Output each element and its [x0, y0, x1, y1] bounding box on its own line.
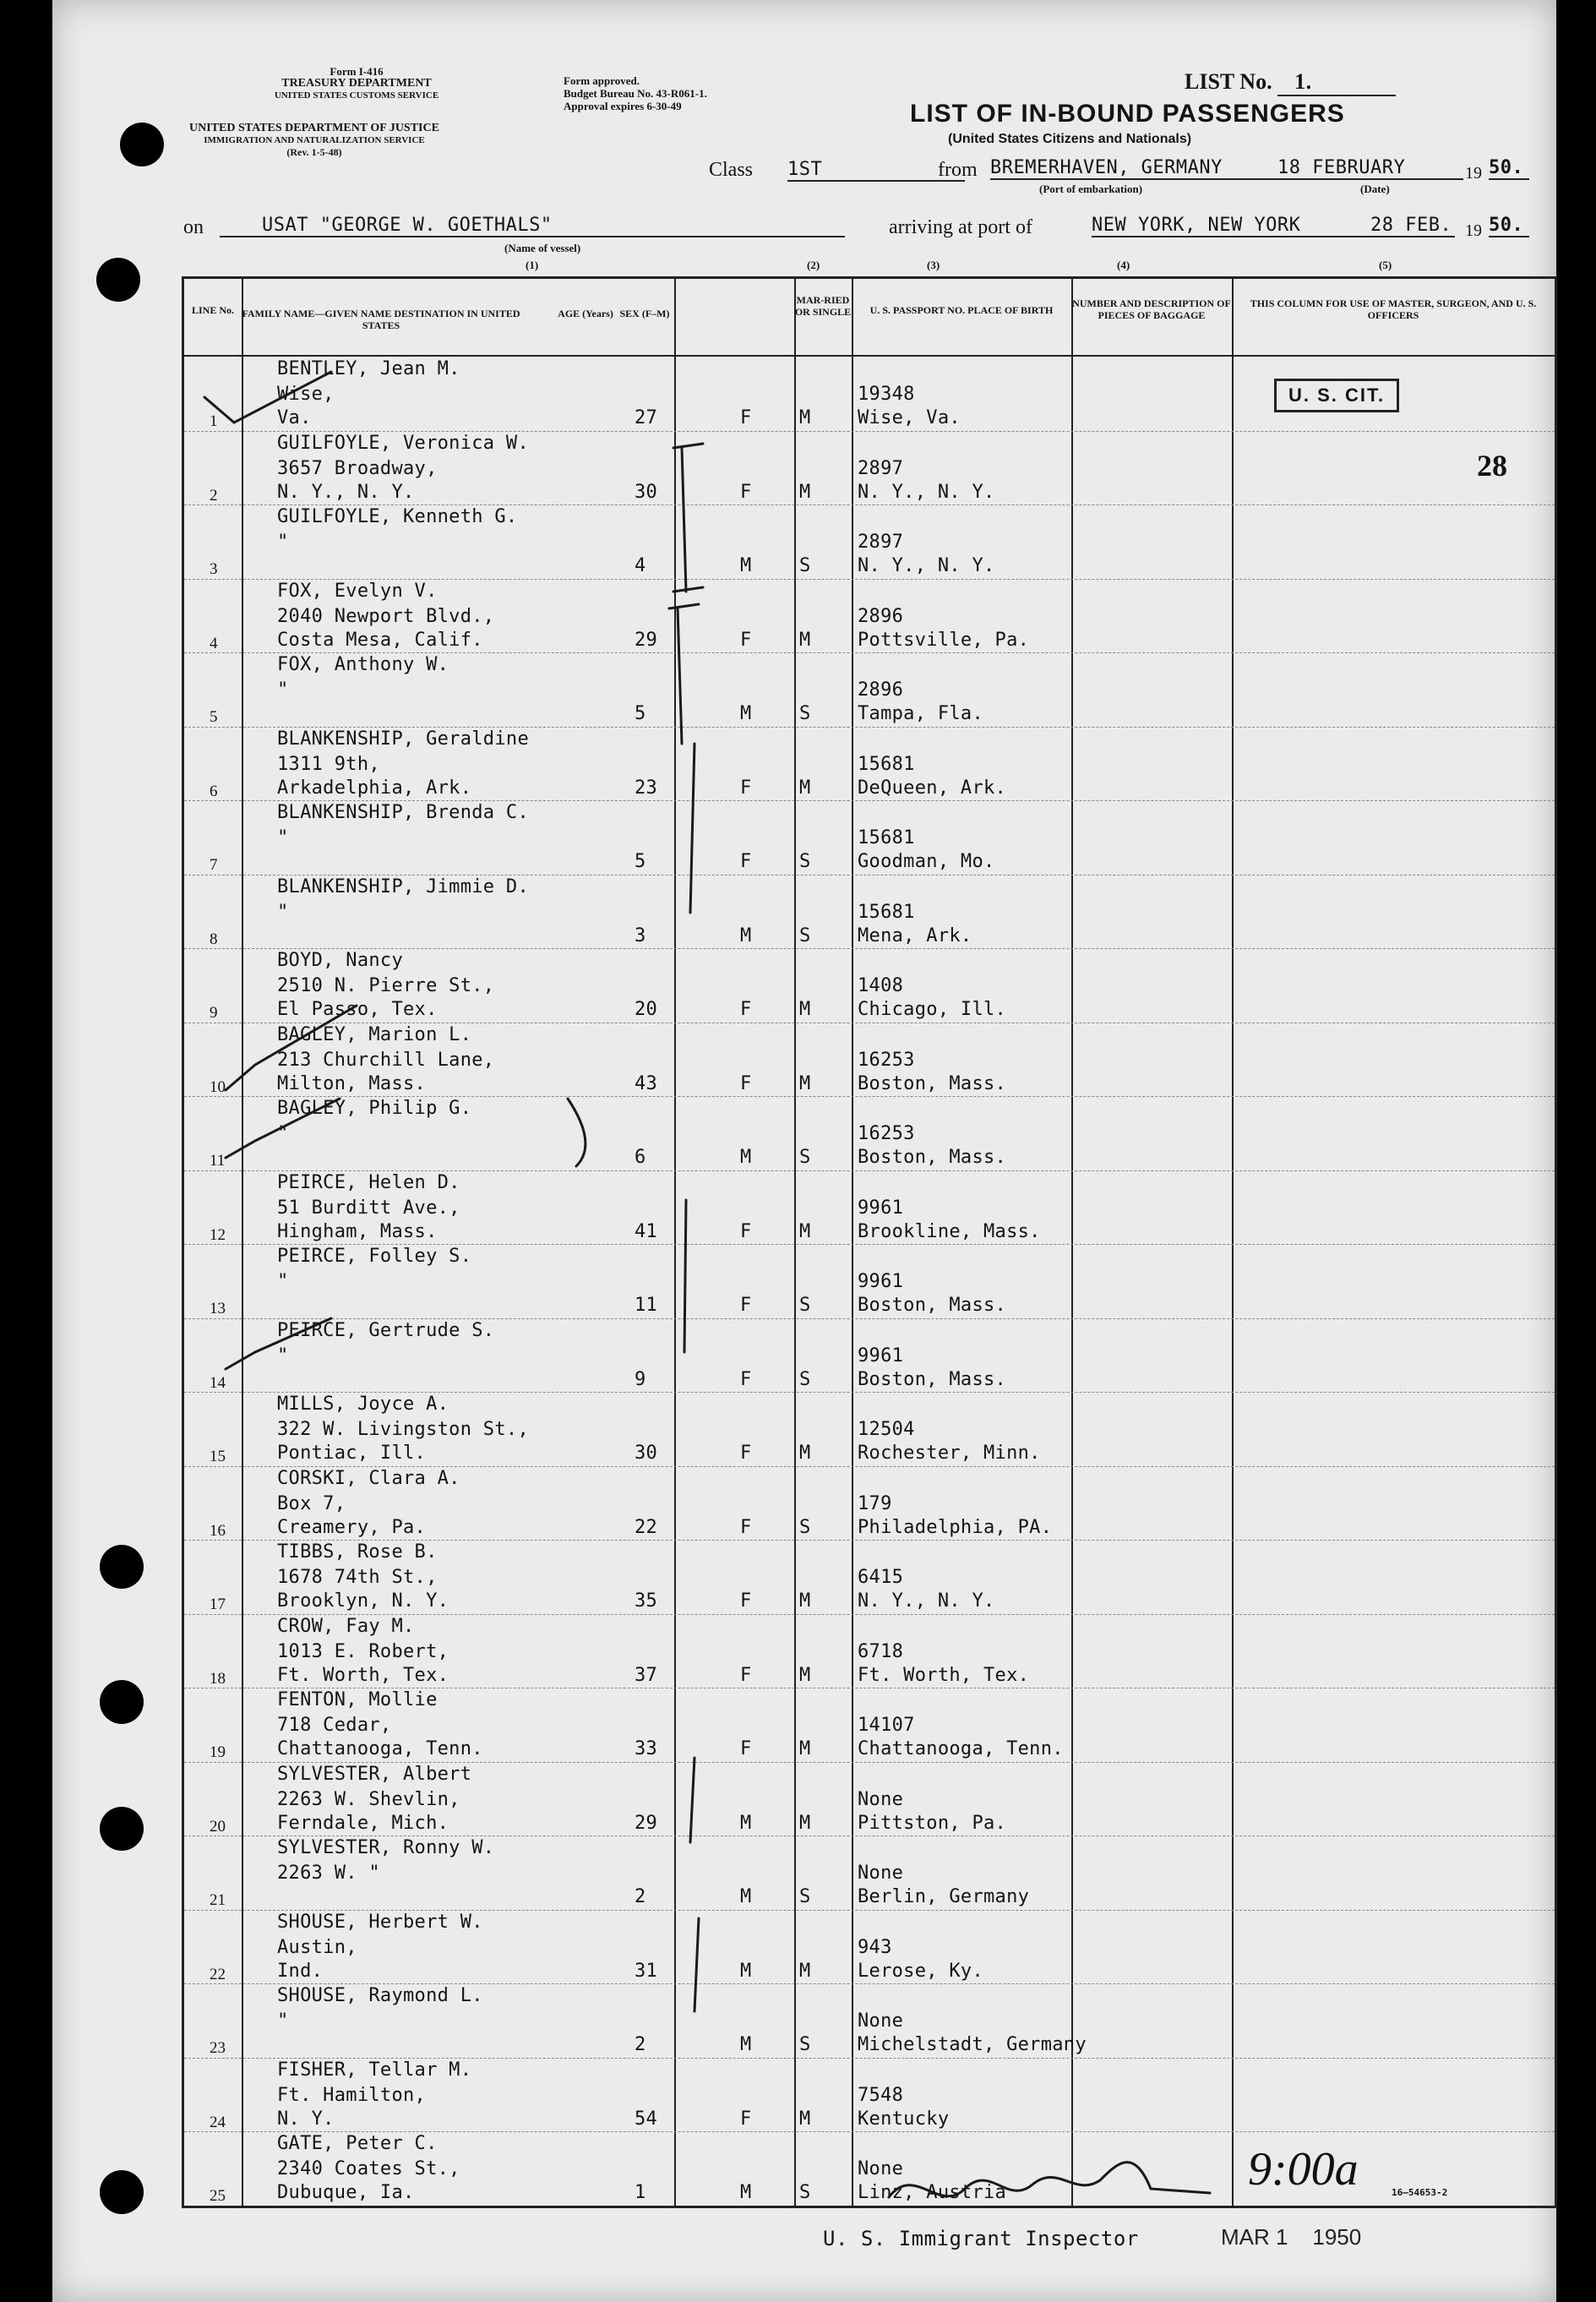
address-line-2: Milton, Mass.: [277, 1072, 427, 1094]
address-line-1: Austin,: [277, 1936, 357, 1958]
passenger-name: BENTLEY, Jean M.: [277, 358, 460, 379]
place-of-birth: Wise, Va.: [858, 407, 961, 428]
inspector-label: U. S. Immigrant Inspector: [823, 2227, 1139, 2250]
arrival-year-prefix: 19: [1465, 221, 1482, 240]
sex: F: [740, 629, 752, 651]
col-officers: THIS COLUMN FOR USE OF MASTER, SURGEON, AND U. S. OFFICERS: [1250, 297, 1537, 321]
colnum-3: (3): [927, 259, 940, 271]
line-number: 3: [210, 560, 218, 578]
passport-number: 15681: [858, 827, 915, 848]
passport-number: 9961: [858, 1197, 904, 1219]
marital-status: S: [799, 1886, 811, 1907]
sex: M: [740, 1147, 752, 1168]
address-line-1: 2040 Newport Blvd.,: [277, 605, 495, 627]
line-number: 1: [210, 412, 218, 430]
passenger-name: GUILFOYLE, Veronica W.: [277, 432, 529, 454]
document-sheet: [52, 0, 1556, 2302]
passenger-name: GUILFOYLE, Kenneth G.: [277, 506, 518, 527]
place-of-birth: Brookline, Mass.: [858, 1220, 1041, 1242]
line-number: 9: [210, 1004, 218, 1022]
address-line-1: 322 W. Livingston St.,: [277, 1419, 529, 1440]
address-line-1: 2263 W. Shevlin,: [277, 1788, 460, 1810]
age: 5: [635, 703, 646, 724]
port-caption: (Port of embarkation): [1039, 183, 1143, 195]
age: 31: [635, 1960, 658, 1982]
passenger-name: FENTON, Mollie: [277, 1689, 438, 1710]
place-of-birth: Boston, Mass.: [858, 1147, 1007, 1168]
address-line-2: Pontiac, Ill.: [277, 1443, 427, 1464]
age: 33: [635, 1738, 658, 1759]
address-line-1: Ft. Hamilton,: [277, 2084, 427, 2106]
col-age: AGE (Years): [558, 308, 613, 319]
col-married: MAR-RIED OR SINGLE: [794, 294, 852, 318]
passenger-name: FOX, Evelyn V.: [277, 580, 438, 602]
marital-status: S: [799, 851, 811, 872]
sex: M: [740, 1960, 752, 1982]
class-value: 1ST: [787, 159, 965, 182]
address-line-1: 1678 74th St.,: [277, 1567, 438, 1588]
age: 2: [635, 1886, 646, 1907]
place-of-birth: Chicago, Ill.: [858, 999, 1007, 1020]
passport-number: 2897: [858, 457, 904, 479]
marital-status: M: [799, 999, 811, 1020]
age: 11: [635, 1295, 658, 1316]
embark-date: 18 FEBRUARY: [1277, 157, 1463, 180]
passport-number: 9961: [858, 1345, 904, 1366]
sex: M: [740, 555, 752, 576]
passport-number: 2896: [858, 605, 904, 627]
line-number: 22: [210, 1965, 226, 1983]
sex: F: [740, 1368, 752, 1390]
marital-status: M: [799, 1960, 811, 1982]
sex: M: [740, 2182, 752, 2203]
passport-number: None: [858, 2010, 904, 2032]
treasury-dept: TREASURY DEPARTMENT: [281, 77, 432, 90]
us-citizen-stamp: U. S. CIT.: [1274, 379, 1399, 412]
passport-number: 7548: [858, 2084, 904, 2106]
arriving-label: arriving at port of: [889, 216, 1032, 238]
age: 1: [635, 2182, 646, 2203]
marital-status: S: [799, 1147, 811, 1168]
col-name: FAMILY NAME—GIVEN NAME DESTINATION IN UNITED STATES: [242, 308, 520, 331]
address-line-2: N. Y., N. Y.: [277, 481, 415, 503]
sex: M: [740, 703, 752, 724]
line-number: 20: [210, 1817, 226, 1836]
line-number: 14: [210, 1373, 226, 1392]
address-line-1: ": [277, 1271, 289, 1292]
passport-number: 179: [858, 1492, 892, 1514]
sex: F: [740, 777, 752, 799]
passenger-name: FOX, Anthony W.: [277, 654, 449, 675]
line-number: 18: [210, 1669, 226, 1688]
marital-status: M: [799, 1738, 811, 1759]
sex: F: [740, 2108, 752, 2130]
address-line-2: Brooklyn, N. Y.: [277, 1590, 449, 1612]
passport-number: None: [858, 1863, 904, 1884]
revision: (Rev. 1-5-48): [286, 146, 342, 158]
page-subtitle: (United States Citizens and Nationals): [948, 132, 1192, 146]
passenger-name: SHOUSE, Herbert W.: [277, 1911, 483, 1933]
col-passport: U. S. PASSPORT NO. PLACE OF BIRTH: [869, 304, 1054, 316]
passport-number: 2897: [858, 532, 904, 553]
address-line-1: 1013 E. Robert,: [277, 1640, 449, 1662]
arrival-year: 50.: [1489, 215, 1529, 237]
approval-line-3: Approval expires 6-30-49: [564, 100, 682, 112]
place-of-birth: Ft. Worth, Tex.: [858, 1664, 1030, 1686]
address-line-1: Wise,: [277, 384, 335, 405]
list-number-label: LIST No.: [1185, 69, 1272, 94]
passenger-name: BOYD, Nancy: [277, 950, 403, 971]
passenger-name: BLANKENSHIP, Brenda C.: [277, 802, 529, 823]
age: 3: [635, 925, 646, 946]
address-line-1: ": [277, 1345, 289, 1366]
page-title: LIST OF IN-BOUND PASSENGERS: [910, 100, 1345, 128]
passenger-name: BLANKENSHIP, Jimmie D.: [277, 876, 529, 897]
address-line-2: Arkadelphia, Ark.: [277, 777, 472, 799]
passport-number: 14107: [858, 1715, 915, 1736]
age: 4: [635, 555, 646, 576]
address-line-1: 213 Churchill Lane,: [277, 1049, 495, 1071]
handwritten-count: 28: [1477, 449, 1507, 483]
print-code: 16—54653-2: [1392, 2187, 1448, 2198]
age: 35: [635, 1590, 658, 1612]
col-sex: SEX (F–M): [619, 308, 670, 319]
sex: F: [740, 1072, 752, 1094]
passenger-name: BAGLEY, Philip G.: [277, 1098, 472, 1119]
line-number: 6: [210, 782, 218, 800]
passenger-name: PEIRCE, Helen D.: [277, 1171, 460, 1193]
col-baggage: NUMBER AND DESCRIPTION OF PIECES OF BAGGAGE: [1072, 297, 1231, 321]
line-number: 24: [210, 2113, 226, 2131]
passenger-name: CROW, Fay M.: [277, 1615, 415, 1637]
handwritten-time: 9:00a: [1248, 2143, 1359, 2196]
address-line-1: ": [277, 532, 289, 553]
marital-status: M: [799, 1664, 811, 1686]
line-number: 25: [210, 2187, 226, 2205]
passenger-name: MILLS, Joyce A.: [277, 1394, 449, 1415]
passenger-name: GATE, Peter C.: [277, 2133, 438, 2154]
passenger-name: PEIRCE, Folley S.: [277, 1246, 472, 1267]
age: 30: [635, 481, 658, 503]
line-number: 11: [210, 1152, 226, 1170]
marital-status: S: [799, 555, 811, 576]
sex: F: [740, 1738, 752, 1759]
place-of-birth: Linz, Austria: [858, 2182, 1007, 2203]
marital-status: M: [799, 481, 811, 503]
passport-number: 943: [858, 1936, 892, 1958]
marital-status: S: [799, 1368, 811, 1390]
passport-number: 19348: [858, 384, 915, 405]
passenger-name: BLANKENSHIP, Geraldine: [277, 728, 529, 750]
marital-status: S: [799, 1295, 811, 1316]
from-label: from: [938, 159, 978, 181]
on-label: on: [183, 216, 204, 238]
place-of-birth: N. Y., N. Y.: [858, 555, 995, 576]
marital-status: M: [799, 777, 811, 799]
passport-number: None: [858, 1788, 904, 1810]
port-of-embarkation: BREMERHAVEN, GERMANY: [990, 157, 1294, 180]
age: 20: [635, 999, 658, 1020]
age: 43: [635, 1072, 658, 1094]
colnum-5: (5): [1379, 259, 1392, 271]
age: 30: [635, 1443, 658, 1464]
age: 9: [635, 1368, 646, 1390]
passenger-name: SHOUSE, Raymond L.: [277, 1985, 483, 2006]
passenger-name: FISHER, Tellar M.: [277, 2059, 472, 2081]
ins-service: IMMIGRATION AND NATURALIZATION SERVICE: [204, 135, 425, 145]
address-line-2: Chattanooga, Tenn.: [277, 1738, 483, 1759]
address-line-1: ": [277, 827, 289, 848]
place-of-birth: Mena, Ark.: [858, 925, 972, 946]
line-number: 5: [210, 708, 218, 726]
sex: M: [740, 2034, 752, 2055]
line-number: 23: [210, 2039, 226, 2057]
address-line-2: N. Y.: [277, 2108, 335, 2130]
received-date-stamp: MAR 1 1950: [1221, 2224, 1362, 2250]
line-number: 19: [210, 1743, 226, 1761]
age: 23: [635, 777, 658, 799]
line-number: 16: [210, 1521, 226, 1540]
address-line-1: ": [277, 679, 289, 701]
sex: M: [740, 925, 752, 946]
passport-number: 16253: [858, 1049, 915, 1071]
sex: F: [740, 1664, 752, 1686]
colnum-2: (2): [807, 259, 820, 271]
address-line-2: Hingham, Mass.: [277, 1220, 438, 1242]
address-line-2: Costa Mesa, Calif.: [277, 629, 483, 651]
address-line-2: Ft. Worth, Tex.: [277, 1664, 449, 1686]
colnum-4: (4): [1117, 259, 1130, 271]
age: 29: [635, 629, 658, 651]
sex: F: [740, 407, 752, 428]
sex: F: [740, 1516, 752, 1538]
place-of-birth: Berlin, Germany: [858, 1886, 1030, 1907]
place-of-birth: Boston, Mass.: [858, 1368, 1007, 1390]
place-of-birth: Lerose, Ky.: [858, 1960, 983, 1982]
marital-status: M: [799, 1220, 811, 1242]
marital-status: S: [799, 2182, 811, 2203]
marital-status: M: [799, 407, 811, 428]
age: 37: [635, 1664, 658, 1686]
sex: F: [740, 851, 752, 872]
passenger-name: CORSKI, Clara A.: [277, 1467, 460, 1489]
place-of-birth: Goodman, Mo.: [858, 851, 995, 872]
passport-number: 9961: [858, 1271, 904, 1292]
address-line-1: 3657 Broadway,: [277, 457, 438, 479]
passport-number: 12504: [858, 1419, 915, 1440]
arrival-date: 28 FEB.: [1370, 215, 1452, 236]
sex: F: [740, 481, 752, 503]
place-of-birth: Boston, Mass.: [858, 1295, 1007, 1316]
passport-number: 16253: [858, 1123, 915, 1144]
line-number: 13: [210, 1300, 226, 1317]
place-of-birth: Michelstadt, Germany: [858, 2034, 1087, 2055]
line-number: 4: [210, 634, 218, 652]
line-number: 17: [210, 1596, 226, 1613]
marital-status: S: [799, 925, 811, 946]
vessel-name: USAT "GEORGE W. GOETHALS": [220, 215, 845, 237]
form-number: Form I-416: [330, 65, 384, 78]
marital-status: M: [799, 2108, 811, 2130]
place-of-birth: Chattanooga, Tenn.: [858, 1738, 1064, 1759]
sex: F: [740, 1295, 752, 1316]
sex: F: [740, 1443, 752, 1464]
sex: F: [740, 1590, 752, 1612]
address-line-1: 718 Cedar,: [277, 1715, 392, 1736]
line-number: 8: [210, 930, 218, 948]
passenger-name: TIBBS, Rose B.: [277, 1541, 438, 1563]
marital-status: M: [799, 1443, 811, 1464]
marital-status: M: [799, 1590, 811, 1612]
line-number: 21: [210, 1891, 226, 1909]
date-caption: (Date): [1360, 183, 1390, 195]
line-number: 7: [210, 856, 218, 874]
age: 29: [635, 1812, 658, 1834]
marital-status: M: [799, 1812, 811, 1834]
line-number: 2: [210, 486, 218, 505]
address-line-1: ": [277, 1123, 289, 1144]
place-of-birth: DeQueen, Ark.: [858, 777, 1007, 799]
place-of-birth: Rochester, Minn.: [858, 1443, 1041, 1464]
passenger-name: SYLVESTER, Ronny W.: [277, 1837, 495, 1858]
place-of-birth: Boston, Mass.: [858, 1072, 1007, 1094]
class-label: Class: [709, 159, 754, 181]
sex: M: [740, 1886, 752, 1907]
marital-status: S: [799, 1516, 811, 1538]
year-value: 50.: [1489, 157, 1529, 180]
age: 6: [635, 1147, 646, 1168]
approval-line-1: Form approved.: [564, 74, 640, 87]
passport-number: 6718: [858, 1640, 904, 1662]
sex: M: [740, 1812, 752, 1834]
place-of-birth: Pottsville, Pa.: [858, 629, 1030, 651]
line-number: 12: [210, 1225, 226, 1244]
age: 27: [635, 407, 658, 428]
address-line-1: 2263 W. ": [277, 1863, 380, 1884]
passport-number: 15681: [858, 901, 915, 923]
passenger-name: BAGLEY, Marion L.: [277, 1023, 472, 1045]
address-line-1: Box 7,: [277, 1492, 346, 1514]
passport-number: None: [858, 2158, 904, 2179]
passport-number: 15681: [858, 753, 915, 775]
col-line-no: LINE No.: [191, 304, 234, 316]
age: 2: [635, 2034, 646, 2055]
address-line-1: 2510 N. Pierre St.,: [277, 975, 495, 996]
customs-service: UNITED STATES CUSTOMS SERVICE: [274, 90, 439, 101]
address-line-1: 51 Burditt Ave.,: [277, 1197, 460, 1219]
place-of-birth: Philadelphia, PA.: [858, 1516, 1053, 1538]
marital-status: M: [799, 629, 811, 651]
place-of-birth: Tampa, Fla.: [858, 703, 983, 724]
address-line-2: Va.: [277, 407, 312, 428]
year-prefix: 19: [1465, 164, 1482, 183]
sex: F: [740, 1220, 752, 1242]
line-number: 10: [210, 1077, 226, 1096]
address-line-2: Ind.: [277, 1960, 324, 1982]
passport-number: 6415: [858, 1567, 904, 1588]
passport-number: 2896: [858, 679, 904, 701]
age: 5: [635, 851, 646, 872]
address-line-1: ": [277, 2010, 289, 2032]
place-of-birth: N. Y., N. Y.: [858, 481, 995, 503]
passenger-name: PEIRCE, Gertrude S.: [277, 1319, 495, 1341]
address-line-1: 2340 Coates St.,: [277, 2158, 460, 2179]
marital-status: M: [799, 1072, 811, 1094]
address-line-2: El Passo, Tex.: [277, 999, 438, 1020]
marital-status: S: [799, 2034, 811, 2055]
vessel-column-number: (1): [526, 259, 539, 271]
handwritten-marks: [52, 0, 1556, 2302]
approval-line-2: Budget Bureau No. 43-R061-1.: [564, 87, 707, 100]
place-of-birth: Pittston, Pa.: [858, 1812, 1007, 1834]
line-number: 15: [210, 1448, 226, 1465]
address-line-2: Ferndale, Mich.: [277, 1812, 449, 1834]
sex: F: [740, 999, 752, 1020]
address-line-1: ": [277, 901, 289, 923]
passenger-name: SYLVESTER, Albert: [277, 1763, 472, 1785]
address-line-2: Creamery, Pa.: [277, 1516, 427, 1538]
address-line-2: Dubuque, Ia.: [277, 2182, 415, 2203]
age: 41: [635, 1220, 658, 1242]
address-line-1: 1311 9th,: [277, 753, 380, 775]
justice-dept: UNITED STATES DEPARTMENT OF JUSTICE: [189, 122, 439, 134]
place-of-birth: Kentucky: [858, 2108, 950, 2130]
arrival-port: NEW YORK, NEW YORK: [1092, 215, 1455, 237]
age: 22: [635, 1516, 658, 1538]
place-of-birth: N. Y., N. Y.: [858, 1590, 995, 1612]
list-number-value: 1.: [1277, 69, 1396, 96]
age: 54: [635, 2108, 658, 2130]
marital-status: S: [799, 703, 811, 724]
passport-number: 1408: [858, 975, 904, 996]
vessel-caption: (Name of vessel): [504, 242, 581, 254]
